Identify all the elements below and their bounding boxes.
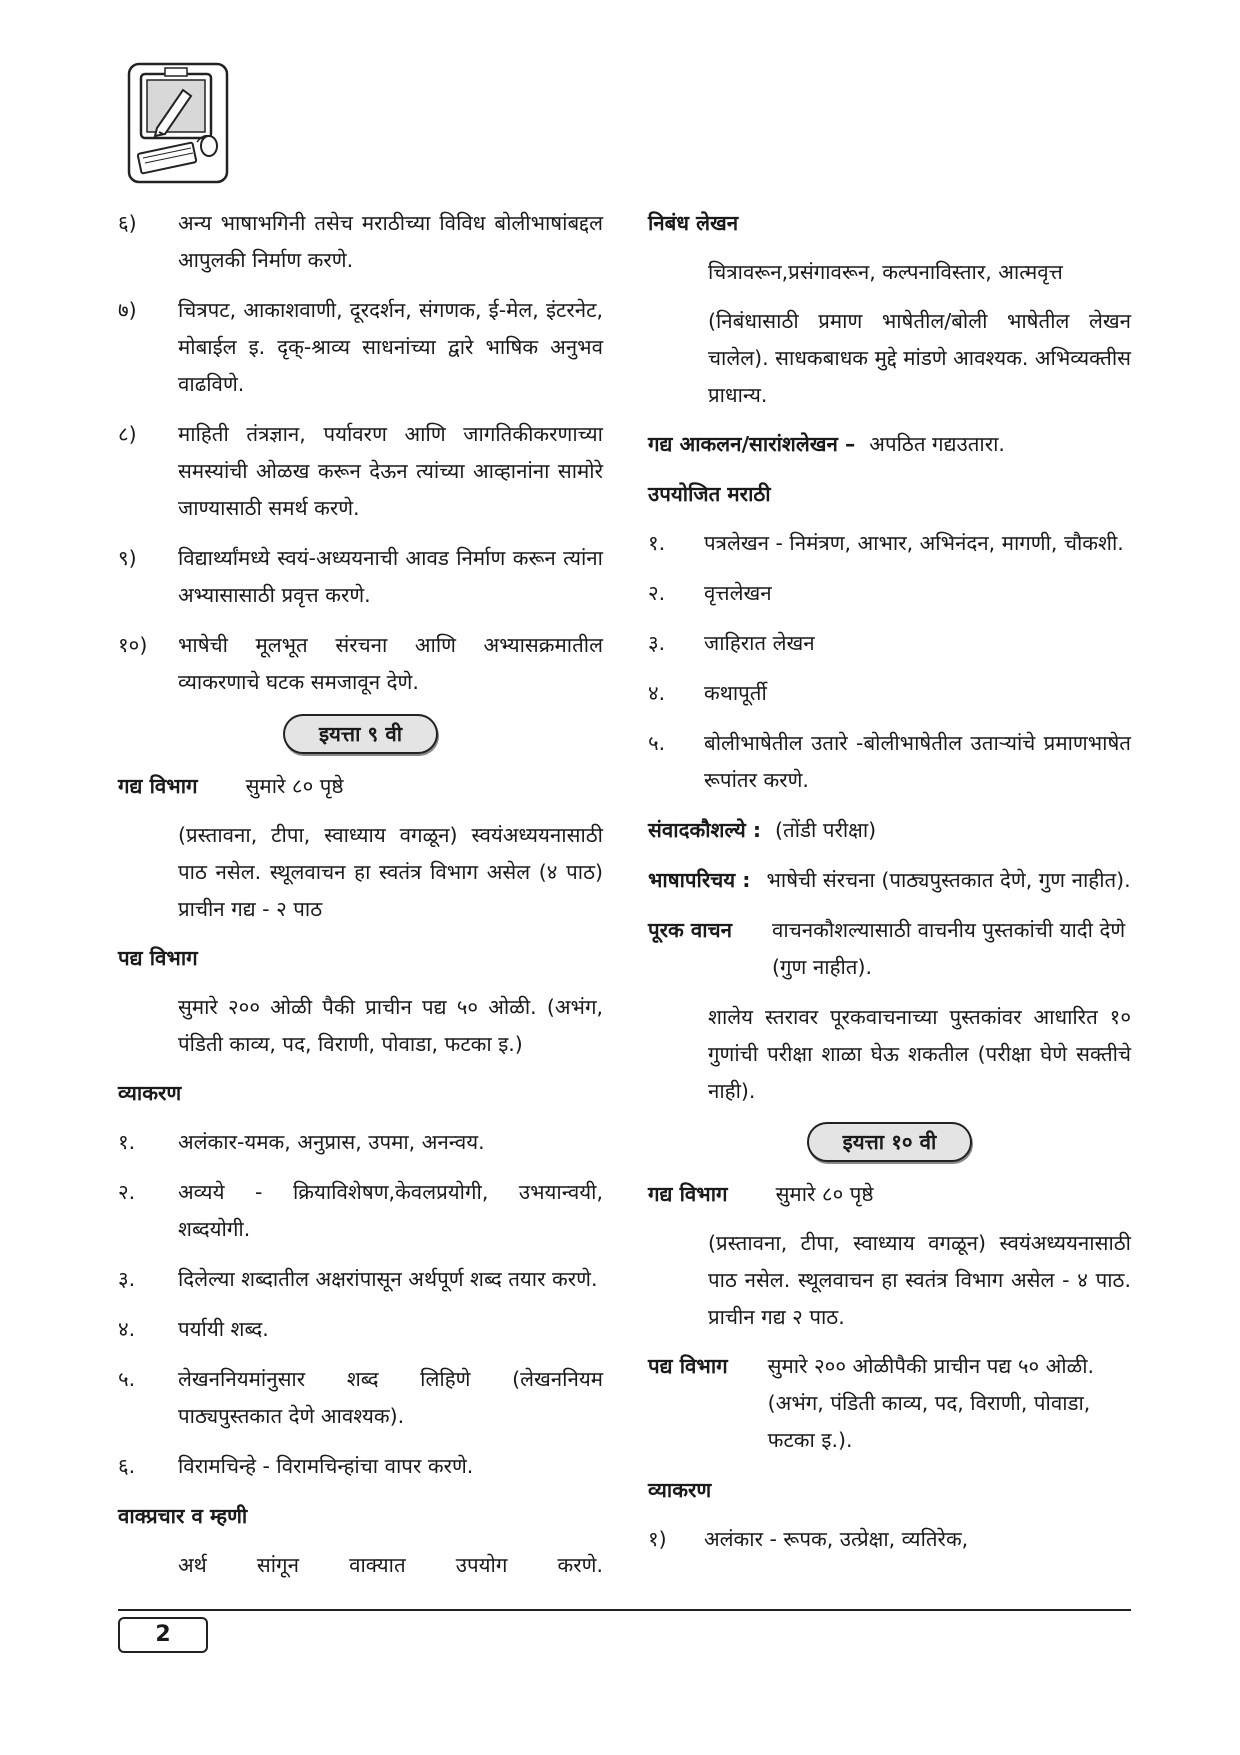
list-item: ५. बोलीभाषेतील उतारे -बोलीभाषेतील उताऱ्यांचे प्रमाणभाषेत रूपांतर करणे. — [648, 731, 1131, 792]
list-item: ६) अन्य भाषाभगिनी तसेच मराठीच्या विविध बोलीभाषांबद्दल आपुलकी निर्माण करणे. — [118, 211, 603, 272]
left-column — [118, 205, 603, 1596]
list-item: ९) विद्यार्थ्यांमध्ये स्वयं-अध्ययनाची आवड निर्माण करून त्यांना अभ्यासासाठी प्रवृत्त करणे. — [118, 546, 603, 607]
grade-9-badge: इयत्ता ९ वी — [283, 714, 438, 754]
aakalan-line: गद्य आकलन/सारांशलेखन – अपठित गद्यउतारा. — [648, 432, 1005, 456]
section-heading: गद्य विभाग सुमारे ८० पृष्ठे — [648, 1182, 874, 1206]
list-item: ६. विरामचिन्हे - विरामचिन्हांचा वापर करणे. — [118, 1454, 474, 1478]
section-body: (निबंधासाठी प्रमाण भाषेतील/बोली भाषेतील लेखन चालेल). साधकबाधक मुद्दे मांडणे आवश्यक. अभिव्यक्तीस प्राधान्य. — [708, 309, 1131, 407]
grade-9-badge-wrap — [118, 714, 603, 754]
list-item: ४. पर्यायी शब्द. — [118, 1317, 269, 1341]
list-item: ३. जाहिरात लेखन — [648, 631, 815, 655]
padya-line: पद्य विभाग सुमारे २०० ओळीपैकी प्राचीन पद्य ५० ओळी. (अभंग, पंडिती काव्य, पद, विराणी, पोवाडा, फटका इ.). — [648, 1354, 1095, 1452]
list-item: ८) माहिती तंत्रज्ञान, पर्यावरण आणि जागतिकीकरणाच्या समस्यांची ओळख करून देऊन त्यांच्या आव्हानांना सामोरे जाण्यासाठी समर्थ करणे. — [118, 422, 603, 520]
section-heading: वाक्प्रचार व म्हणी — [118, 1504, 248, 1528]
list-item: १) अलंकार - रूपक, उत्प्रेक्षा, व्यतिरेक, — [648, 1527, 969, 1551]
purak-line: पूरक वाचन वाचनकौशल्यासाठी वाचनीय पुस्तकांची यादी देणे (गुण नाहीत). — [648, 918, 1126, 979]
list-item: ५. लेखननियमांनुसार शब्द लिहिणे (लेखननियम पाठ्यपुस्तकात देणे आवश्यक). — [118, 1367, 603, 1428]
grade-10-badge: इयत्ता १० वी — [807, 1122, 973, 1162]
list-item: २. अव्यये - क्रियाविशेषण,केवलप्रयोगी, उभयान्वयी, शब्दयोगी. — [118, 1180, 603, 1241]
section-body: अर्थ सांगून वाक्यात उपयोग करणे. — [178, 1553, 603, 1577]
samvad-line: संवादकौशल्ये : (तोंडी परीक्षा) — [648, 818, 877, 842]
computer-pencil-icon — [127, 62, 229, 184]
section-body: (प्रस्तावना, टीपा, स्वाध्याय वगळून) स्वयंअध्ययनासाठी पाठ नसेल. स्थूलवाचन हा स्वतंत्र विभाग असेल (४ पाठ) प्राचीन गद्य - २ पाठ — [178, 823, 603, 921]
list-item: ३. दिलेल्या शब्दातील अक्षरांपासून अर्थपूर्ण शब्द तयार करणे. — [118, 1267, 598, 1291]
list-item: २. वृत्तलेखन — [648, 581, 772, 605]
section-heading: व्याकरण — [648, 1478, 712, 1502]
right-column — [648, 205, 1131, 1571]
footer-divider — [118, 1609, 1131, 1611]
section-body: चित्रावरून,प्रसंगावरून, कल्पनाविस्तार, आत्मवृत्त — [708, 260, 1063, 284]
bhasha-line: भाषापरिचय : भाषेची संरचना (पाठ्यपुस्तकात देणे, गुण नाहीत). — [648, 868, 1131, 892]
section-heading: पद्य विभाग — [118, 946, 198, 970]
section-body: शालेय स्तरावर पूरकवाचनाच्या पुस्तकांवर आधारित १० गुणांची परीक्षा शाळा घेऊ शकतील (परीक्षा घेणे सक्तीचे नाही). — [708, 1005, 1131, 1103]
list-item: १०) भाषेची मूलभूत संरचना आणि अभ्यासक्रमातील व्याकरणाचे घटक समजावून देणे. — [118, 633, 603, 694]
section-heading: निबंध लेखन — [648, 211, 739, 235]
list-item: ४. कथापूर्ती — [648, 681, 767, 705]
page-number: 2 — [118, 1617, 208, 1653]
grade-10-badge-wrap — [648, 1122, 1131, 1162]
list-item: १. पत्रलेखन - निमंत्रण, आभार, अभिनंदन, मागणी, चौकशी. — [648, 531, 1124, 555]
logo — [127, 62, 229, 184]
section-body: सुमारे २०० ओळी पैकी प्राचीन पद्य ५० ओळी. (अभंग, पंडिती काव्य, पद, विराणी, पोवाडा, फटका इ.) — [178, 995, 603, 1056]
section-heading: उपयोजित मराठी — [648, 482, 771, 506]
section-heading: व्याकरण — [118, 1081, 182, 1105]
list-item: १. अलंकार-यमक, अनुप्रास, उपमा, अनन्वय. — [118, 1130, 485, 1154]
section-body: (प्रस्तावना, टीपा, स्वाध्याय वगळून) स्वयंअध्ययनासाठी पाठ नसेल. स्थूलवाचन हा स्वतंत्र विभाग असेल - ४ पाठ. प्राचीन गद्य २ पाठ. — [708, 1231, 1131, 1329]
list-item: ७) चित्रपट, आकाशवाणी, दूरदर्शन, संगणक, ई-मेल, इंटरनेट, मोबाईल इ. दृक्-श्राव्य साधनांच्या द्वारे भाषिक अनुभव वाढविणे. — [118, 298, 603, 396]
section-heading: गद्य विभाग सुमारे ८० पृष्ठे — [118, 774, 344, 798]
